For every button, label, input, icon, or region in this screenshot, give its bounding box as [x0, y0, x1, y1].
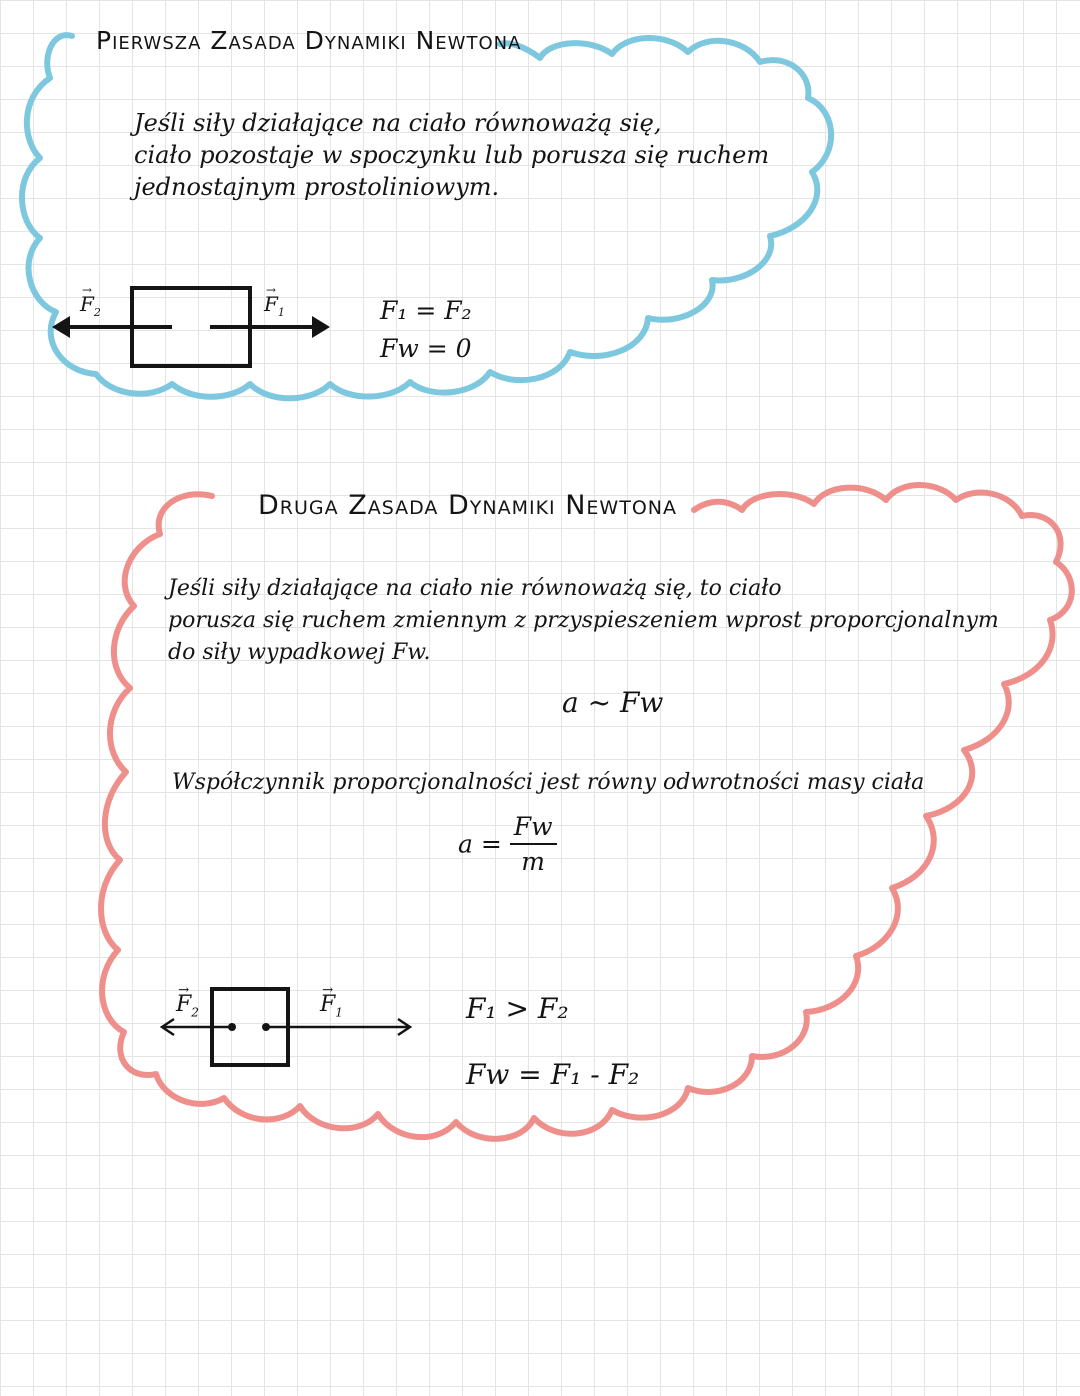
- section2-acceleration-formula: [458, 812, 557, 876]
- section2-title: Druga Zasada Dynamiki Newtona: [258, 490, 677, 521]
- formula-numerator: Fw: [510, 812, 557, 845]
- section2-line1: Jeśli siły działające na ciało nie równoważą się, to ciało: [168, 576, 782, 601]
- formula-denominator: m: [521, 847, 545, 876]
- section1-force-left-arrowhead: [52, 316, 70, 338]
- section2-force-right-label: → $F_1$: [320, 992, 343, 1019]
- section2-proportionality: a ~ Fw: [562, 686, 664, 719]
- section2-text: [168, 570, 999, 672]
- section2-line4: Współczynnik proporcjonalności jest równy odwrotności masy ciała: [172, 770, 925, 795]
- section1-title: Pierwsza Zasada Dynamiki Newtona: [96, 26, 522, 55]
- section1-equation-zero-resultant: Fw = 0: [380, 334, 472, 363]
- section2-force-diagram: [150, 975, 430, 1075]
- section1-force-right-arrowhead: [312, 316, 330, 338]
- formula-fraction: [510, 812, 557, 876]
- section1-equation-equal-forces: F₁ = F₂: [380, 296, 472, 325]
- section2-equation-resultant: Fw = F₁ - F₂: [466, 1058, 640, 1091]
- section2-force-left-label: → $F_2$: [176, 992, 199, 1019]
- section2-equation-forces-compare: F₁ > F₂: [466, 992, 569, 1025]
- section1-text: [134, 104, 769, 206]
- section1-line2: ciało pozostaje w spoczynku lub porusza się ruchem: [134, 141, 770, 169]
- section1-line1: Jeśli siły działające na ciało równoważą się,: [134, 109, 662, 137]
- formula-lhs: a =: [458, 829, 502, 859]
- section1-line3: jednostajnym prostoliniowym.: [134, 173, 500, 201]
- section2-line2: porusza się ruchem zmiennym z przyspieszeniem wprost proporcjonalnym: [168, 608, 999, 633]
- section2-line3: do siły wypadkowej Fw.: [168, 640, 431, 665]
- section1-force-left-label: → $F_2$: [80, 292, 101, 319]
- section1-force-right-label: → $F_1$: [264, 292, 285, 319]
